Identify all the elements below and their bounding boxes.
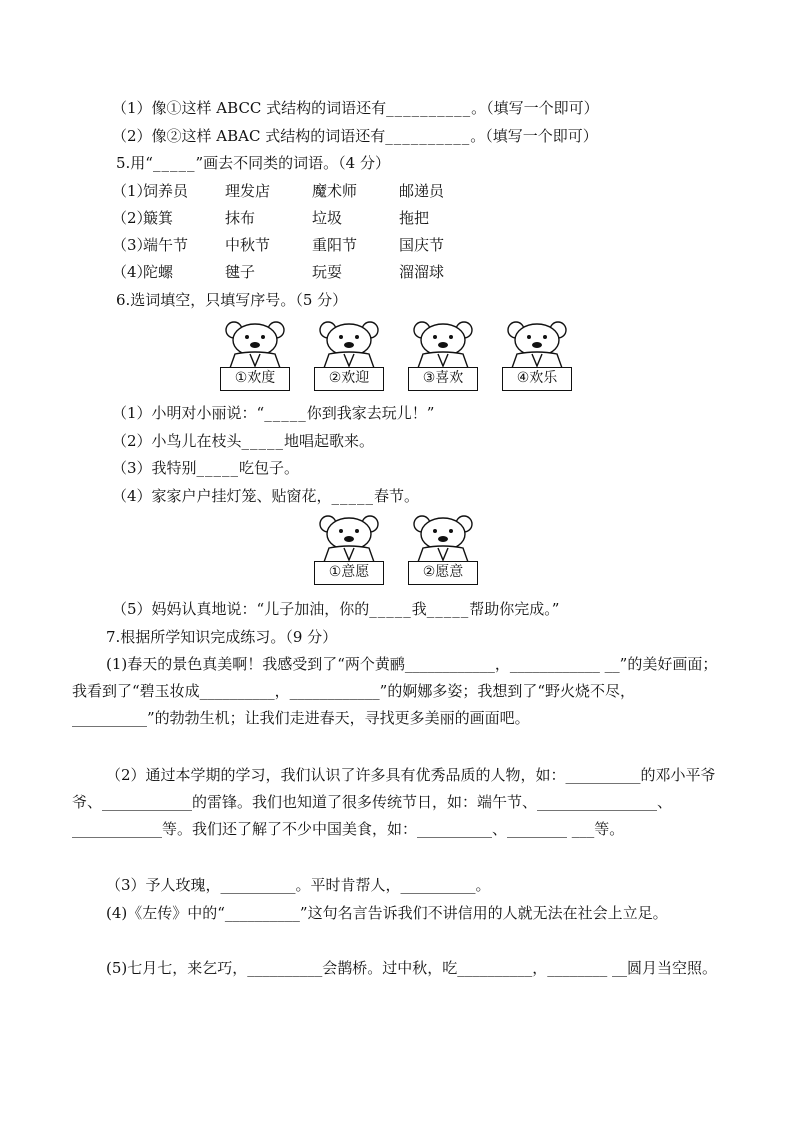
word-option[interactable]: 国庆节 <box>399 236 445 254</box>
q6-sentence-5: （5）妈妈认真地说：“儿子加油，你的_____我_____帮助你完成。” <box>112 600 560 618</box>
q7-title: 7.根据所学知识完成练习。（9 分） <box>106 628 338 646</box>
word-option[interactable]: 端午节 <box>143 236 189 254</box>
answer-blank: _____ <box>152 154 196 172</box>
answer-blank[interactable]: __________ <box>385 127 471 145</box>
bear-icon <box>502 320 572 370</box>
word-option[interactable]: 重阳节 <box>312 236 358 254</box>
q5-title: 5.用“_____”画去不同类的词语。（4 分） <box>116 154 390 172</box>
q7-item-3[interactable]: （3）予人玫瑰，__________。平时肯帮人，__________。 <box>106 876 491 894</box>
word-option[interactable]: 溜溜球 <box>399 263 445 281</box>
word-option[interactable]: 魔术师 <box>312 182 358 200</box>
word-option[interactable]: 垃圾 <box>312 209 343 227</box>
answer-blank[interactable]: _____ <box>241 432 285 450</box>
bear-card-5 <box>314 514 384 586</box>
bear-icon <box>220 320 290 370</box>
word-option-card: ①欢度 <box>220 367 290 391</box>
answer-blank[interactable]: _____ <box>196 459 240 477</box>
q7-item-1[interactable]: (1)春天的景色真美啊！我感受到了“两个黄鹂____________，____________ __”的美好画面；我看到了“碧玉妆成__________，____________”的婀娜多姿；我想到了“野火烧不尽，__________”的勃勃生机；让我们走进春天，寻找更多美丽的画面吧。 <box>72 655 718 727</box>
word-option[interactable]: 拖把 <box>399 209 430 227</box>
q6-sentence-1: （1）小明对小丽说：“_____你到我家去玩儿！” <box>112 404 435 422</box>
word-option-card: ②欢迎 <box>314 367 384 391</box>
q7-item-4[interactable]: (4)《左传》中的“__________”这句名言告诉我们不讲信用的人就无法在社会上立足。 <box>106 904 668 922</box>
word-option[interactable]: 簸箕 <box>143 209 174 227</box>
bear-icon <box>314 320 384 370</box>
word-option[interactable]: 理发店 <box>225 182 271 200</box>
answer-blank[interactable]: _____ <box>369 600 412 618</box>
word-option[interactable]: 毽子 <box>225 263 256 281</box>
q6-sentence-2: （2）小鸟儿在枝头_____地唱起歌来。 <box>112 432 375 450</box>
answer-blank[interactable]: __________ <box>386 99 472 117</box>
q7-item-2[interactable]: （2）通过本学期的学习，我们认识了许多具有优秀品质的人物，如：__________的邓小平爷爷、____________的雷锋。我们也知道了很多传统节日，如：端午节、________________、____________等。我们还了解了不少中国美食，如：__________、________ ___等。 <box>72 766 716 838</box>
bear-card-4 <box>502 320 572 392</box>
answer-blank[interactable]: _____ <box>331 487 375 505</box>
word-option[interactable]: 中秋节 <box>225 236 271 254</box>
bear-card-6 <box>408 514 478 586</box>
word-option[interactable]: 抹布 <box>225 209 256 227</box>
q4-sub2: （2）像②这样 ABAC 式结构的词语还有__________。（填写一个即可） <box>112 127 598 145</box>
bear-icon <box>408 320 478 370</box>
q6-sentence-3: （3）我特别_____吃包子。 <box>112 459 300 477</box>
word-option[interactable]: 玩耍 <box>312 263 343 281</box>
word-option[interactable]: 陀螺 <box>143 263 174 281</box>
word-option-card: ④欢乐 <box>502 367 572 391</box>
bear-icon <box>408 514 478 564</box>
answer-blank[interactable]: _____ <box>264 404 307 422</box>
word-option[interactable]: 邮递员 <box>399 182 445 200</box>
q4-sub1: （1）像①这样 ABCC 式结构的词语还有__________。（填写一个即可） <box>112 99 599 117</box>
word-option-card: ②愿意 <box>408 561 478 585</box>
word-option-card: ①意愿 <box>314 561 384 585</box>
answer-blank[interactable]: _____ <box>426 600 470 618</box>
q6-title: 6.选词填空，只填写序号。（5 分） <box>116 291 348 309</box>
word-option-card: ③喜欢 <box>408 367 478 391</box>
bear-icon <box>314 514 384 564</box>
bear-card-3 <box>408 320 478 392</box>
bear-card-2 <box>314 320 384 392</box>
q6-sentence-4: （4）家家户户挂灯笼、贴窗花，_____春节。 <box>112 487 420 505</box>
bear-card-1 <box>220 320 290 392</box>
word-option[interactable]: 饲养员 <box>143 182 189 200</box>
q7-item-5[interactable]: (5)七月七，来乞巧，__________会鹊桥。过中秋，吃__________，________ __圆月当空照。 <box>106 959 718 977</box>
